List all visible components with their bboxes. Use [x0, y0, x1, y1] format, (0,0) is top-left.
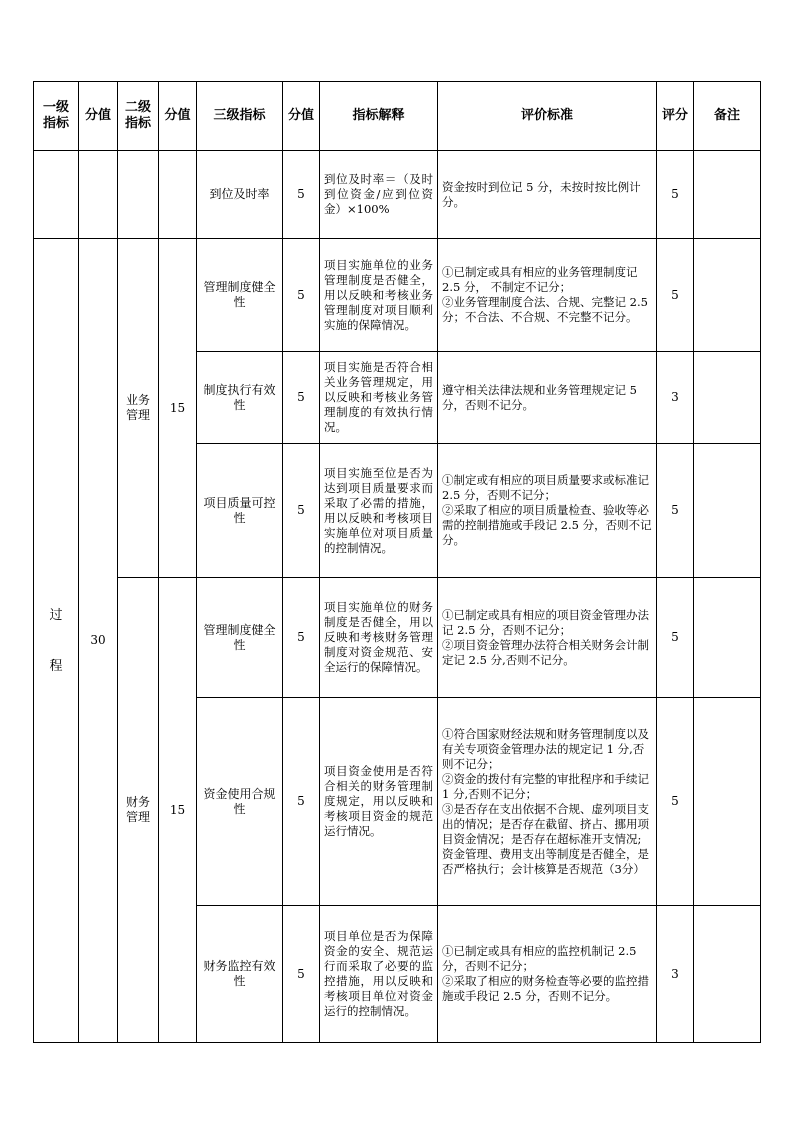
- remarks-cell: [694, 352, 761, 444]
- indicator-rating: 3: [657, 352, 694, 444]
- business-mgmt-score: 15: [159, 239, 197, 578]
- indicator-score: 5: [283, 698, 320, 906]
- indicator-criteria: [438, 698, 657, 906]
- criteria-line: ①已制定或具有相应的业务管理制度记 2.5 分， 不制定不记分；: [442, 265, 638, 294]
- table-row: [34, 151, 761, 239]
- indicator-criteria: [438, 444, 657, 578]
- remarks-cell: [694, 239, 761, 352]
- indicator-explanation: 项目单位是否为保障资金的安全、规范运行而采取了必要的监控措施，用以反映和考核项目单位对资金运行的控制情况。: [320, 906, 438, 1043]
- indicator-name: 制度执行有效性: [197, 352, 283, 444]
- remarks-cell: [694, 906, 761, 1043]
- indicator-explanation: 到位及时率＝（及时到位资金/应到位资金）×100%: [320, 151, 438, 239]
- criteria-line: ②项目资金管理办法符合相关财务会计制定记 2.5 分,否则不记分。: [442, 637, 649, 667]
- header-score1: 分值: [79, 82, 118, 151]
- empty-cell: [118, 151, 159, 239]
- indicator-rating: 5: [657, 578, 694, 698]
- criteria-line: ②采取了相应的项目质量检查、验收等必需的控制措施或手段记 2.5 分，否则不记分。: [442, 503, 652, 547]
- criteria-line: ①已制定或具有相应的项目资金管理办法记 2.5 分，否则不记分；: [442, 607, 649, 637]
- header-level2: 二级指标: [118, 82, 159, 151]
- empty-cell: [159, 151, 197, 239]
- indicator-criteria: [438, 352, 657, 444]
- indicator-explanation: 项目实施是否符合相关业务管理规定，用以反映和考核业务管理制度的有效执行情况。: [320, 352, 438, 444]
- header-rating: 评分: [657, 82, 694, 151]
- indicator-criteria: [438, 906, 657, 1043]
- empty-cell: [34, 151, 79, 239]
- indicator-score: 5: [283, 239, 320, 352]
- evaluation-table: [33, 81, 761, 1043]
- indicator-score: 5: [283, 906, 320, 1043]
- indicator-name: 到位及时率: [197, 151, 283, 239]
- indicator-name: 管理制度健全性: [197, 239, 283, 352]
- remarks-cell: [694, 444, 761, 578]
- criteria-line: ②业务管理制度合法、合规、完整记 2.5 分；不合法、不合规、不完整不记分。: [442, 295, 648, 324]
- indicator-explanation: 项目资金使用是否符合相关的财务管理制度规定，用以反映和考核项目资金的规范运行情况。: [320, 698, 438, 906]
- criteria-line: ②资金的拨付有完整的审批程序和手续记 1 分,否则不记分；: [442, 771, 649, 801]
- table-row: [34, 578, 761, 698]
- criteria-line: ①制定或有相应的项目质量要求或标准记 2.5 分，否则不记分；: [442, 473, 649, 502]
- indicator-score: 5: [283, 444, 320, 578]
- header-remarks: 备注: [694, 82, 761, 151]
- indicator-criteria: [438, 578, 657, 698]
- indicator-rating: 5: [657, 444, 694, 578]
- header-score2: 分值: [159, 82, 197, 151]
- indicator-score: 5: [283, 578, 320, 698]
- indicator-score: 5: [283, 151, 320, 239]
- business-mgmt-label: 业务管理: [118, 239, 159, 578]
- criteria-line: ①已制定或具有相应的监控机制记 2.5 分，否则不记分；: [442, 944, 637, 973]
- header-row: [34, 82, 761, 151]
- indicator-name: 资金使用合规性: [197, 698, 283, 906]
- indicator-score: 5: [283, 352, 320, 444]
- indicator-rating: 3: [657, 906, 694, 1043]
- remarks-cell: [694, 151, 761, 239]
- indicator-criteria: [438, 151, 657, 239]
- criteria-line: 遵守相关法律法规和业务管理规定记 5 分，否则不记分。: [442, 382, 637, 412]
- criteria-line: ②采取了相应的财务检查等必要的监控措施或手段记 2.5 分，否则不记分。: [442, 974, 649, 1003]
- header-score3: 分值: [283, 82, 320, 151]
- indicator-rating: 5: [657, 151, 694, 239]
- table-row: [34, 239, 761, 352]
- criteria-line: ③是否存在支出依据不合规、虚列项目支出的情况；是否存在截留、挤占、挪用项目资金情况；是否存在超标准开支情况;资金管理、费用支出等制度是否健全，是否严格执行；会计核算是否规范（3分）: [442, 801, 649, 876]
- header-explanation: 指标解释: [320, 82, 438, 151]
- criteria-line: 资金按时到位记 5 分，未按时按比例计分。: [442, 179, 641, 209]
- remarks-cell: [694, 698, 761, 906]
- indicator-rating: 5: [657, 698, 694, 906]
- finance-mgmt-label: 财务管理: [118, 578, 159, 1043]
- indicator-name: 财务监控有效性: [197, 906, 283, 1043]
- indicator-explanation: 项目实施单位的财务制度是否健全，用以反映和考核财务管理制度对资金规范、安全运行的保障情况。: [320, 578, 438, 698]
- header-level3: 三级指标: [197, 82, 283, 151]
- process-score: 30: [79, 239, 118, 1043]
- process-label: 过 程: [34, 239, 79, 1043]
- indicator-name: 管理制度健全性: [197, 578, 283, 698]
- indicator-criteria: [438, 239, 657, 352]
- indicator-explanation: 项目实施单位的业务管理制度是否健全，用以反映和考核业务管理制度对项目顺利实施的保障情况。: [320, 239, 438, 352]
- header-level1: 一级指标: [34, 82, 79, 151]
- indicator-rating: 5: [657, 239, 694, 352]
- header-criteria: 评价标准: [438, 82, 657, 151]
- empty-cell: [79, 151, 118, 239]
- finance-mgmt-score: 15: [159, 578, 197, 1043]
- indicator-name: 项目质量可控性: [197, 444, 283, 578]
- remarks-cell: [694, 578, 761, 698]
- indicator-explanation: 项目实施至位是否为达到项目质量要求而采取了必需的措施，用以反映和考核项目实施单位对项目质量的控制情况。: [320, 444, 438, 578]
- criteria-line: ①符合国家财经法规和财务管理制度以及有关专项资金管理办法的规定记 1 分,否则不记分；: [442, 726, 649, 771]
